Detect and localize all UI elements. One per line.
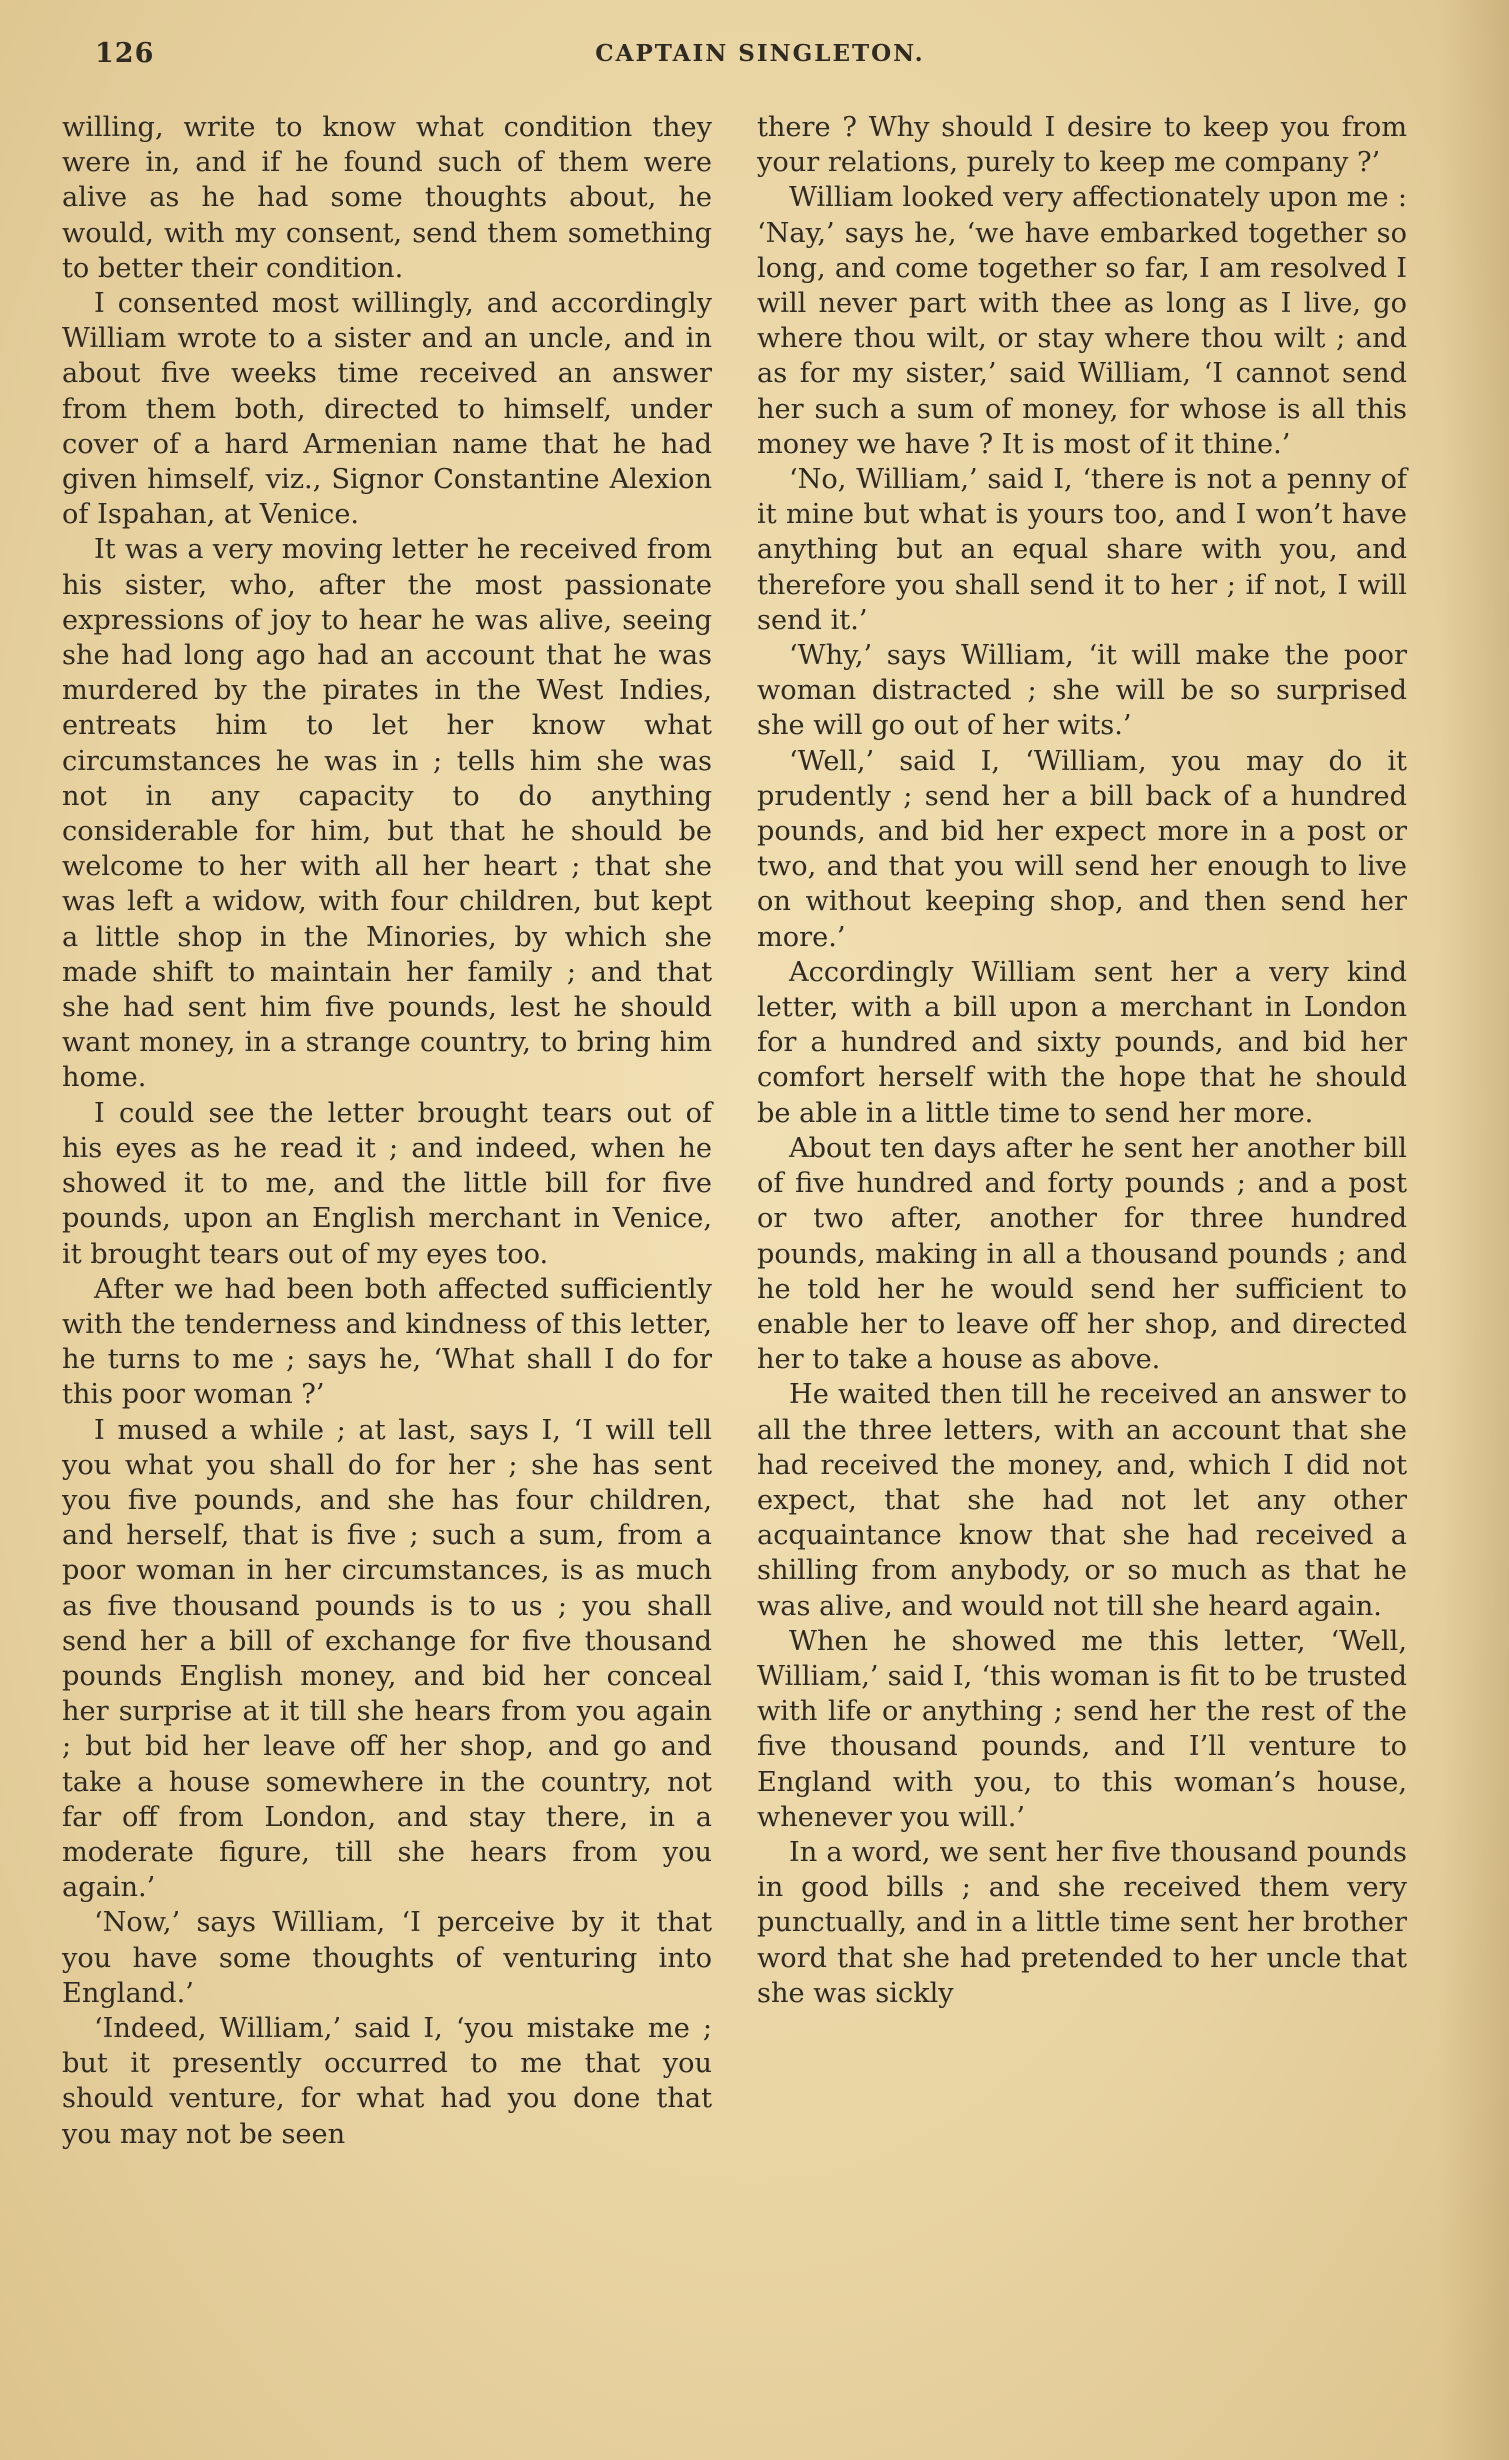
paragraph: William looked very affectionately upon me : ‘Nay,’ says he, ‘we have embarked together so long, and come together so far, I am resolved I will never part with thee as long as I live, go where thou wilt, or stay where thou wilt ; and as for my sister,’ said William, ‘I cannot send her such a sum of money, for whose is all this money we have ? It is most of it thine.’ [757,182,1407,460]
paragraph: He waited then till he received an answer to all the three letters, with an account that she had received the money, and, which I did not expect, that she had not let any other acquaintance know that she had received a shilling from anybody, or so much as that he was alive, and would not till she heard again. [757,1379,1407,1622]
paragraph: In a word, we sent her five thousand pounds in good bills ; and she received them very punctually, and in a little time sent her brother word that she had pretended to her uncle that she was sickly [757,1836,1407,2009]
paragraph: willing, write to know what condition they were in, and if he found such of them were alive as he had some thoughts about, he would, with my consent, send them something to better their condition. [62,112,712,284]
paragraph: After we had been both affected sufficiently with the tenderness and kindness of this letter, he turns to me ; says he, ‘What shall I do for this poor woman ?’ [62,1273,712,1411]
running-title: CAPTAIN SINGLETON. [595,40,925,67]
paragraph: I could see the letter brought tears out of his eyes as he read it ; and indeed, when he showed it to me, and the little bill for five pounds, upon an English merchant in Venice, it brought tears out of my eyes too. [62,1097,712,1270]
paragraph: About ten days after he sent her another bill of five hundred and forty pounds ; and a post or two after, another for three hundred pounds, making in all a thousand pounds ; and he told her he would send her sufficient to enable her to leave off her shop, and directed her to take a house as above. [757,1132,1407,1376]
paragraph: ‘No, William,’ said I, ‘there is not a penny of it mine but what is yours too, and I won’t have anything but an equal share with you, and therefore you shall send it to her ; if not, I will send it.’ [757,464,1407,636]
paragraph: there ? Why should I desire to keep you from your relations, purely to keep me company ?’ [757,112,1407,179]
page-number: 126 [95,38,155,69]
paragraph: It was a very moving letter he received from his sister, who, after the most passionate expressions of joy to hear he was alive, seeing she had long ago had an account that he was murdered by the pirates in the West Indies, entreats him to let her know what circumstances he was in ; tells him she was not in any capacity to do anything considerable for him, but that he should be welcome to her with all her heart ; that she was left a widow, with four children, but kept a little shop in the Minories, by which she made shift to maintain her family ; and that she had sent him five pounds, lest he should want money, in a strange country, to bring him home. [62,534,712,1094]
paragraph: I consented most willingly, and accordingly William wrote to a sister and an uncle, and in about five weeks time received an answer from them both, directed to himself, under cover of a hard Armenian name that he had given himself, viz., Signor Constantine Alexion of Ispahan, at Venice. [62,288,712,531]
left-column [62,110,712,2152]
page-header [95,38,1425,82]
paragraph: ‘Indeed, William,’ said I, ‘you mistake me ; but it presently occurred to me that you should venture, for what had you done that you may not be seen [62,2012,712,2150]
paragraph: ‘Why,’ says William, ‘it will make the poor woman distracted ; she will be so surprised she will go out of her wits.’ [757,640,1407,742]
paragraph: ‘Well,’ said I, ‘William, you may do it prudently ; send her a bill back of a hundred pounds, and bid her expect more in a post or two, and that you will send her enough to live on without keeping shop, and then send her more.’ [757,745,1407,953]
paragraph: ‘Now,’ says William, ‘I perceive by it that you have some thoughts of venturing into England.’ [62,1907,712,2009]
page-edge-shadow [1439,0,1509,2460]
paragraph: Accordingly William sent her a very kind letter, with a bill upon a merchant in London for a hundred and sixty pounds, and bid her comfort herself with the hope that he should be able in a little time to send her more. [757,956,1407,1129]
paragraph: When he showed me this letter, ‘Well, William,’ said I, ‘this woman is fit to be trusted with life or anything ; send her the rest of the five thousand pounds, and I’ll venture to England with you, to this woman’s house, whenever you will.’ [757,1625,1407,1833]
paragraph: I mused a while ; at last, says I, ‘I will tell you what you shall do for her ; she has sent you five pounds, and she has four children, and herself, that is five ; such a sum, from a poor woman in her circumstances, is as much as five thousand pounds is to us ; you shall send her a bill of exchange for five thousand pounds English money, and bid her conceal her surprise at it till she hears from you again ; but bid her leave off her shop, and go and take a house somewhere in the country, not far off from London, and stay there, in a moderate figure, till she hears from you again.’ [62,1414,712,1904]
right-column [757,110,1407,2011]
